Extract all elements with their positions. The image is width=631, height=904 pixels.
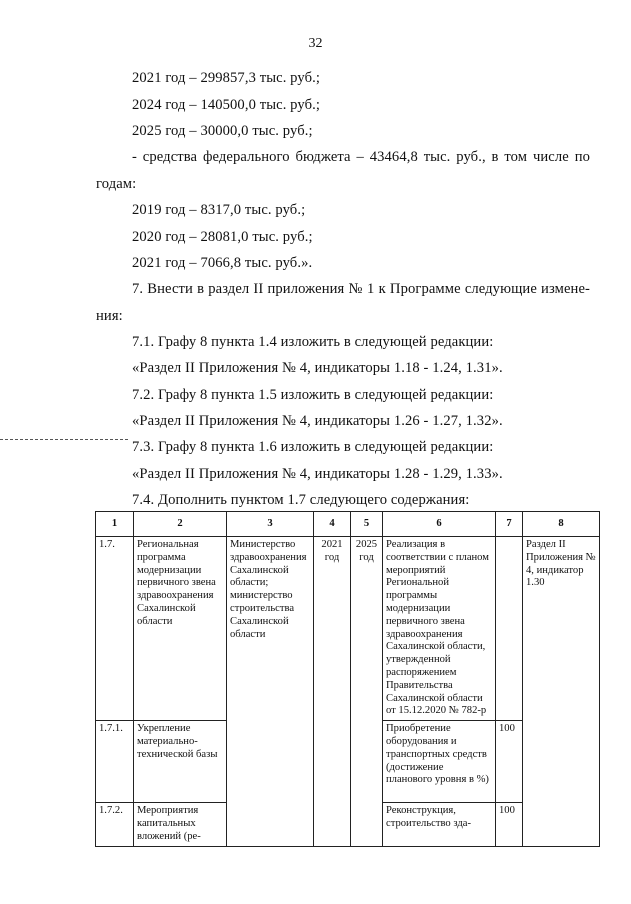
column-header: 6	[383, 512, 496, 537]
text-line: «Раздел II Приложения № 4, индикаторы 1.28 - 1.29, 1.33».	[132, 466, 503, 482]
text-line: «Раздел II Приложения № 4, индикаторы 1.18 - 1.24, 1.31».	[132, 360, 503, 376]
column-header: 7	[496, 512, 523, 537]
row-link: Раздел II Приложения № 4, индикатор 1.30	[523, 537, 600, 721]
table-header-row	[96, 512, 600, 537]
text-line: 7. Внести в раздел II приложения № 1 к Программе следующие измене-	[132, 281, 590, 297]
table-row	[96, 803, 600, 846]
row-value: 100	[496, 721, 523, 803]
column-header: 3	[227, 512, 314, 537]
text-line: 2020 год – 28081,0 тыс. руб.;	[132, 229, 313, 245]
row-result: Приобретение оборудования и транспортных средств (достижение планового уровня в %)	[383, 721, 496, 803]
row-number: 1.7.2.	[96, 803, 134, 846]
column-header: 5	[351, 512, 383, 537]
text-line: 2025 год – 30000,0 тыс. руб.;	[132, 123, 313, 139]
row-executor: Министерство здравоохранения Сахалинской области; министерство строительства Сахалинской области	[227, 537, 314, 721]
text-line: 2021 год – 7066,8 тыс. руб.».	[132, 255, 313, 271]
text-line: 7.1. Графу 8 пункта 1.4 изложить в следующей редакции:	[132, 334, 494, 350]
text-line: 7.3. Графу 8 пункта 1.6 изложить в следующей редакции:	[132, 439, 494, 455]
column-header: 4	[314, 512, 351, 537]
text-line: 2019 год – 8317,0 тыс. руб.;	[132, 202, 306, 218]
text-line: ния:	[96, 308, 123, 324]
row-result: Реализация в соответствии с планом мероприятий Региональной программы модернизации первичного звена здравоохранения Сахалинской области, утвержденной распоряжением Правительства Сахалинской области от 15.12.2020 № 782-р	[383, 537, 496, 721]
row-number: 1.7.	[96, 537, 134, 721]
row-result: Реконструкция, строительство зда-	[383, 803, 496, 846]
text-line: - средства федерального бюджета – 43464,8 тыс. руб., в том числе по	[132, 149, 590, 165]
column-header: 1	[96, 512, 134, 537]
row-value: 100	[496, 803, 523, 846]
row-start-year: 2021 год	[314, 537, 351, 721]
text-line: «Раздел II Приложения № 4, индикаторы 1.26 - 1.27, 1.32».	[132, 413, 503, 429]
row-number: 1.7.1.	[96, 721, 134, 803]
column-header: 2	[134, 512, 227, 537]
text-line: годам:	[96, 176, 137, 192]
page-number: 32	[308, 36, 323, 51]
amendment-table	[95, 511, 600, 847]
row-name: Региональная программа модернизации первичного звена здравоохранения Сахалинской области	[134, 537, 227, 721]
text-line: 2024 год – 140500,0 тыс. руб.;	[132, 97, 321, 113]
text-line: 7.2. Графу 8 пункта 1.5 изложить в следующей редакции:	[132, 387, 494, 403]
row-name: Укрепление материально-технической базы	[134, 721, 227, 803]
dashed-cut-mark	[0, 439, 128, 440]
column-header: 8	[523, 512, 600, 537]
table-row	[96, 721, 600, 803]
text-line: 2021 год – 299857,3 тыс. руб.;	[132, 70, 321, 86]
row-value	[496, 537, 523, 721]
text-line: 7.4. Дополнить пунктом 1.7 следующего содержания:	[132, 492, 470, 508]
row-name: Мероприятия капитальных вложений (ре-	[134, 803, 227, 846]
row-end-year: 2025 год	[351, 537, 383, 721]
table-row	[96, 537, 600, 721]
